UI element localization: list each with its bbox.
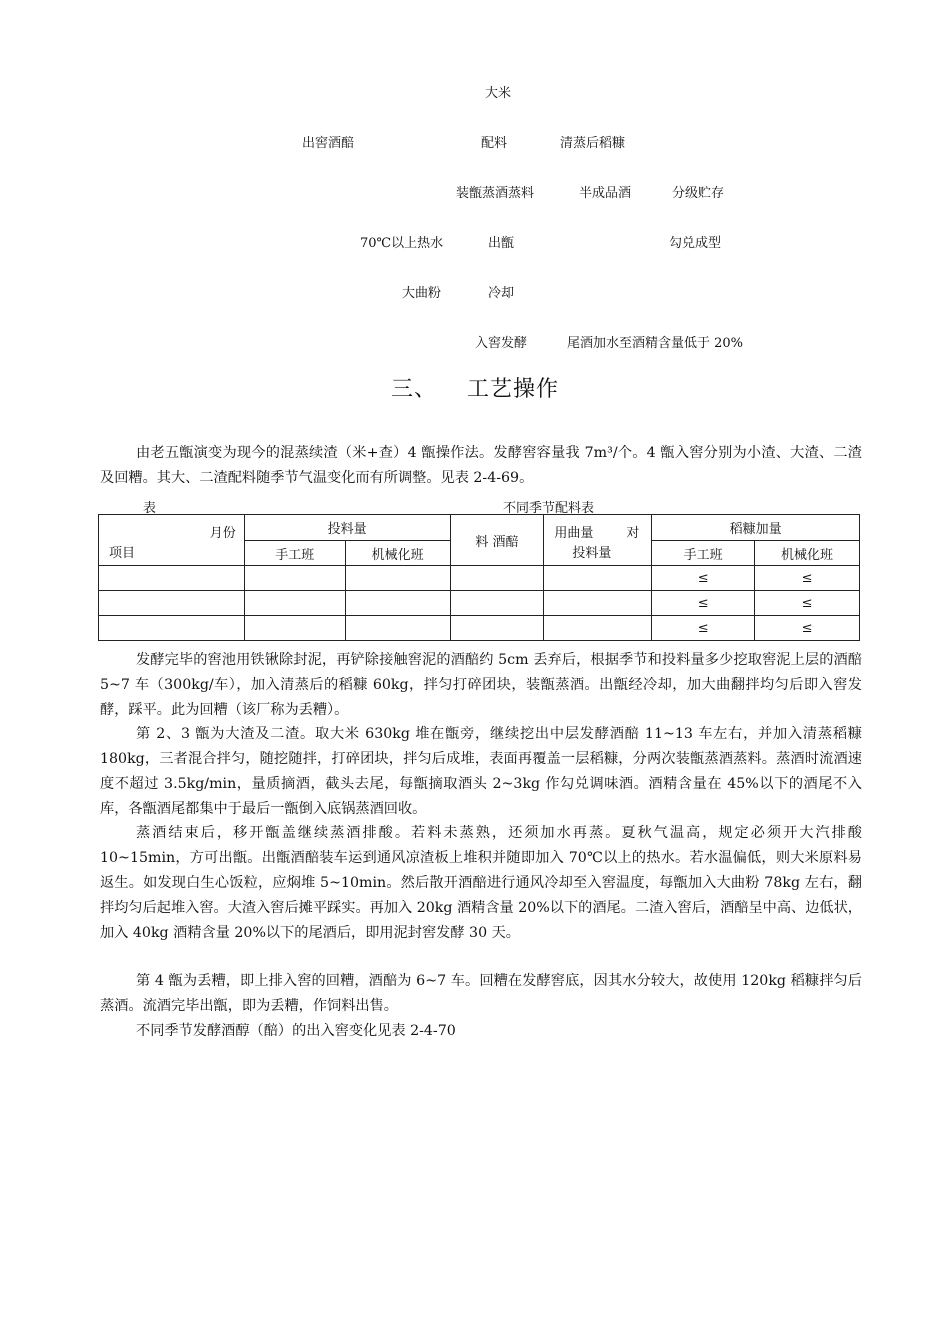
season-batching-table <box>98 514 860 641</box>
paragraph-steaming: 蒸酒结束后，移开甑盖继续蒸酒排酸。若料未蒸熟，还须加水再蒸。夏秋气温高，规定必须开大汽排酸 10~15min，方可出甑。出甑酒醅装车运到通风凉渣板上堆积并随即加入 70℃以上的热水。若水温偏低，则大米原料易返生。如发现白生心饭粒，应焖堆 5~10min。然后散开酒醅进行通风冷却至入窖温度，每甑加入大曲粉 78kg 左右，翻拌均匀后起堆入窖。大渣入窖后摊平踩实。再加入 20kg 酒精含量 20%以下的酒尾。二渣入窖后，酒醅呈中高、边低状，加入 40kg 酒精含量 20%以下的尾酒后，即用泥封窖发酵 30 天。 <box>100 825 862 941</box>
paragraph-reference: 不同季节发酵酒醇（醅）的出入窖变化见表 2-4-70 <box>136 1023 456 1039</box>
flow-load-steam: 装甑蒸酒蒸料 <box>456 186 535 201</box>
table-cell: ≤ <box>652 566 755 591</box>
flow-out-pit-grains: 出窖酒醅 <box>302 136 355 151</box>
header-qu-ratio-b: 投料量 <box>572 546 612 561</box>
flow-steamed-husk: 清蒸后稻糠 <box>560 136 626 151</box>
paragraph-intro: 由老五甑演变为现今的混蒸续渣（米+查）4 甑操作法。发酵窖容量我 7m³/个。4 甑入窖分别为小渣、大渣、二渣及回糟。其大、二渣配料随季节气温变化而有所调整。见表 2-4-69。 <box>100 445 862 486</box>
section-number: 三、 <box>390 377 437 402</box>
flow-into-pit: 入窖发酵 <box>475 336 528 351</box>
table-cell <box>345 616 450 641</box>
paragraph-discard: 第 4 甑为丢糟，即上排入窖的回糟，酒醅为 6~7 车。回糟在发酵窖底，因其水分较大，故使用 120kg 稻糠拌匀后蒸酒。流酒完毕出甑，即为丢糟，作饲料出售。 <box>100 973 862 1014</box>
flow-cooling: 冷却 <box>488 286 515 301</box>
table-cell: ≤ <box>755 616 860 641</box>
table-cell <box>450 566 544 591</box>
header-month: 月份 <box>209 526 236 541</box>
table-cell <box>450 591 544 616</box>
flow-daqu: 大曲粉 <box>402 286 442 301</box>
table-cell <box>544 566 652 591</box>
paragraph-back-grains: 发酵完毕的窖池用铁锹除封泥，再铲除接触窖泥的酒醅约 5cm 丢弃后，根据季节和投料量多少挖取窖泥上层的酒醅 5~7 车（300kg/车），加入清蒸后的稻糠 60kg，拌匀打碎团块，装甑蒸酒。出甑经冷却，加大曲翻拌均匀后即入窖发酵，踩平。此为回糟（该厂称为丢糟）。 <box>100 652 862 718</box>
flow-tail-liquor: 尾酒加水至酒精含量低于 20% <box>567 336 744 351</box>
table-cell <box>99 591 245 616</box>
table-row <box>99 591 860 616</box>
paragraph-big-second-slag: 第 2、3 甑为大渣及二渣。取大米 630kg 堆在甑旁，继续挖出中层发酵酒醅 11~13 车左右，并加入清蒸稻糠 180kg，三者混合拌匀，随挖随拌，打碎团块，拌匀后成堆，表面再覆盖一层稻糠，分两次装甑蒸酒蒸料。蒸酒时流酒速度不超过 3.5kg/min，量质摘酒，截头去尾，每甑摘取酒头 2~3kg 作勾兑调味酒。酒精含量在 45%以下的酒尾不入库，各甑酒尾都集中于最后一甑倒入底锅蒸酒回收。 <box>100 726 862 817</box>
table-cell <box>345 591 450 616</box>
header-item: 项目 <box>109 546 136 561</box>
header-qu-ratio <box>544 515 652 566</box>
table-title: 不同季节配料表 <box>503 501 595 516</box>
table-cell: ≤ <box>652 591 755 616</box>
table-cell <box>99 566 245 591</box>
table-cell: ≤ <box>755 591 860 616</box>
header-husk: 稻糠加量 <box>652 515 860 541</box>
header-husk-manual: 手工班 <box>652 541 755 566</box>
table-cell <box>345 566 450 591</box>
header-month-item <box>99 515 245 566</box>
table-cell <box>544 591 652 616</box>
table-cell <box>544 616 652 641</box>
table-cell <box>99 616 245 641</box>
header-qu-ratio-a: 用曲量 对 <box>554 526 640 541</box>
table-label: 表 <box>143 501 157 516</box>
table-cell <box>244 566 345 591</box>
table-cell: ≤ <box>652 616 755 641</box>
section-title <box>0 372 950 403</box>
header-manual: 手工班 <box>244 541 345 566</box>
flow-grade-store: 分级贮存 <box>672 186 725 201</box>
flow-blend: 勾兑成型 <box>669 236 722 251</box>
flow-rice: 大米 <box>485 86 512 101</box>
table-row <box>99 566 860 591</box>
table-cell <box>244 591 345 616</box>
header-mechanized: 机械化班 <box>345 541 450 566</box>
flow-batching: 配料 <box>481 136 508 151</box>
flow-semi-liquor: 半成品酒 <box>579 186 632 201</box>
header-feed: 投料量 <box>244 515 450 541</box>
flow-out-steamer: 出甑 <box>488 236 515 251</box>
header-grains: 料 酒醅 <box>450 515 544 566</box>
table-cell <box>450 616 544 641</box>
header-husk-mech: 机械化班 <box>755 541 860 566</box>
section-title-text: 工艺操作 <box>467 377 560 402</box>
table-row <box>99 616 860 641</box>
table-cell: ≤ <box>755 566 860 591</box>
table-cell <box>244 616 345 641</box>
flow-hot-water: 70℃以上热水 <box>360 236 444 251</box>
